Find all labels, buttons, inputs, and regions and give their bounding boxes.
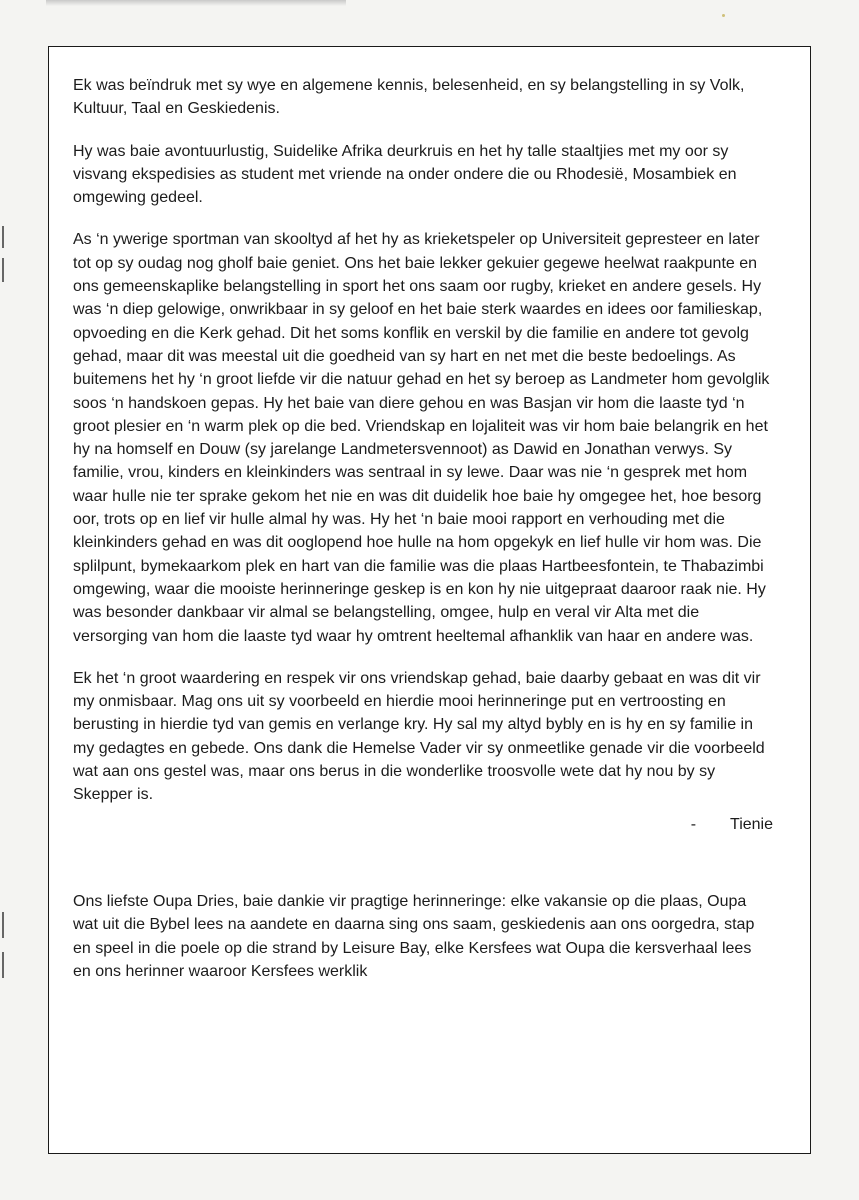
document-body xyxy=(73,74,773,1002)
scan-edge-mark xyxy=(2,258,4,282)
paragraph: Ek het ‘n groot waardering en respek vir ons vriendskap gehad, baie daarby gebaat en was dit vir my onmisbaar. Mag ons uit sy voorbeeld en hierdie mooi herinneringe put en vertroosting en berusting in hierdie tyd van gemis en verlange kry. Hy sal my altyd bybly en is hy en sy familie in my gedagtes en gebede. Ons dank die Hemelse Vader vir sy onmeetlike genade vir die voorbeeld wat aan ons gestel was, maar ons berus in die wonderlike troosvolle wete dat hy nou by sy Skepper is. xyxy=(73,669,765,804)
signature-name: Tienie xyxy=(730,815,773,833)
signature-dash: - xyxy=(690,815,697,833)
scan-top-shadow xyxy=(46,0,346,6)
scan-edge-mark xyxy=(2,912,4,938)
paragraph: As ‘n ywerige sportman van skooltyd af het hy as krieketspeler op Universiteit gepresteer en later tot op sy oudag nog gholf baie geniet. Ons het baie lekker gekuier gegewe heelwat raakpunte en ons gemeenskaplike belangstelling in sport het ons saam oor rugby, krieket en andere gesels. Hy was ‘n diep gelowige, onwrikbaar in sy geloof en het baie sterk waardes en idees oor familieskap, opvoeding en die Kerk gehad. Dit het soms konflik en verskil by die familie en andere tot gevolg gehad, maar dit was meestal uit die goedheid van sy hart en net met die beste bedoelings. As buitemens het hy ‘n groot liefde vir die natuur gehad en het sy beroep as Landmeter hom gevolglik soos ‘n handskoen gepas. Hy het baie van diere gehou en was Basjan vir hom die laaste tyd ‘n groot plesier en ‘n warm plek op die bed. Vriendskap en lojaliteit was vir hom baie belangrik en het hy na homself en Douw (sy jarelange Landmetersvennoot) as Dawid en Jonathan verwys. Sy familie, vrou, kinders en kleinkinders was sentraal in sy lewe. Daar was nie ‘n gesprek met hom waar hulle nie ter sprake gekom het nie en was dit duidelik hoe baie hy omgegee het, hoe besorg oor, trots op en lief vir hulle almal hy was. Hy het ‘n baie mooi rapport en verhouding met die kleinkinders gehad en was dit ooglopend hoe hulle na hom opgekyk en lief hulle vir hom was. Die splilpunt, bymekaarkom plek en hart van die familie was die plaas Hartbeesfontein, te Thabazimbi omgewing, waar die mooiste herinneringe geskep is en kon hy nie uitgepraat daaroor raak nie. Hy was besonder dankbaar vir almal se belangstelling, omgee, hulp en veral vir Alta met die versorging van hom die laaste tyd waar hy omtrent heeltemal afhanklik van haar en andere was. xyxy=(73,231,770,645)
paragraph: Hy was baie avontuurlustig, Suidelike Afrika deurkruis en het hy talle staaltjies met my oor sy visvang ekspedisies as student met vriende na onder ondere die ou Rhodesië, Mosambiek en omgewing gedeel. xyxy=(73,142,737,207)
closing-paragraph: Ons liefste Oupa Dries, baie dankie vir pragtige herinneringe: elke vakansie op die plaas, Oupa wat uit die Bybel lees na aandete en daarna sing ons saam, geskiedenis aan ons oorgedra, stap en speel in die poele op die strand by Leisure Bay, elke Kersfees wat Oupa die kersverhaal lees en ons herinner waaroor Kersfees werklik xyxy=(73,892,755,980)
paragraph: Ek was beïndruk met sy wye en algemene kennis, belesenheid, en sy belangstelling in sy Volk, Kultuur, Taal en Geskiedenis. xyxy=(73,77,745,118)
signature-line xyxy=(73,813,773,836)
scan-speck xyxy=(722,14,725,17)
scan-edge-mark xyxy=(2,226,4,248)
scan-edge-mark xyxy=(2,952,4,978)
